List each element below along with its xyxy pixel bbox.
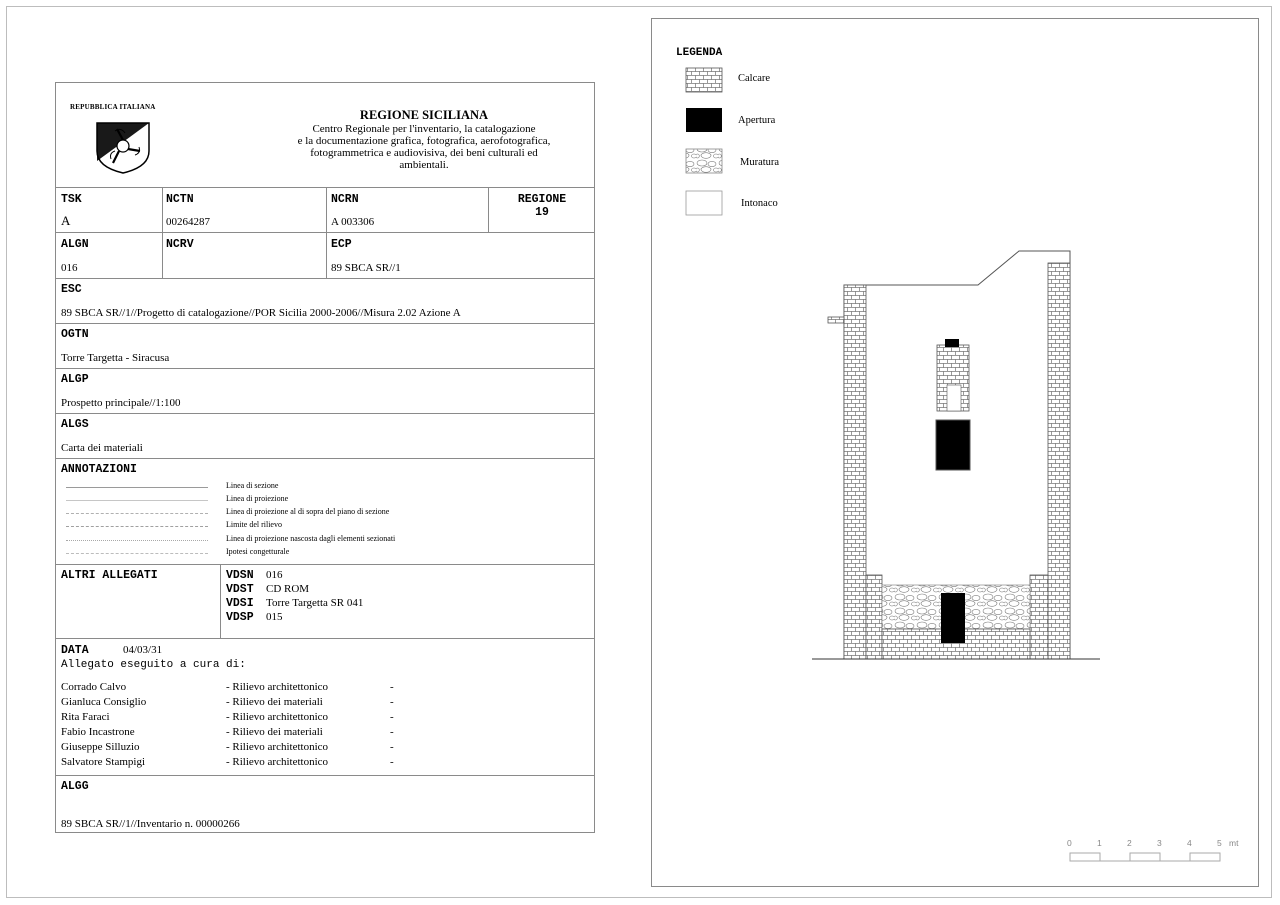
scale-tick-label: 4: [1187, 838, 1192, 848]
vdst-label: VDST: [226, 583, 254, 596]
divider: [56, 278, 594, 279]
scale-tick-label: 5: [1217, 838, 1222, 848]
algp-label: ALGP: [61, 373, 89, 386]
tsk-label: TSK: [61, 193, 82, 206]
regione-label: REGIONE: [517, 193, 567, 206]
algs-value: Carta dei materiali: [61, 442, 143, 454]
institution-line-2: e la documentazione grafica, fotografica, aerofotografica,: [297, 135, 551, 147]
author-role: - Rilievo dei materiali: [226, 696, 323, 708]
data-value: 04/03/31: [123, 644, 163, 656]
author-name: Gianluca Consiglio: [61, 696, 147, 708]
legend-calcare-swatch: [686, 68, 722, 92]
scale-tick-label: 0: [1067, 838, 1072, 848]
author-dash: -: [390, 696, 394, 708]
author-role: - Rilievo architettonico: [226, 756, 329, 768]
annotation-text: Limite del rilievo: [226, 520, 282, 529]
divider: [56, 187, 594, 188]
nctn-label: NCTN: [166, 193, 194, 206]
scale-tick-label: 3: [1157, 838, 1162, 848]
vdsi-label: VDSI: [226, 597, 254, 610]
conjectural-line-sample: [66, 553, 208, 554]
legend-apertura-swatch: [686, 108, 722, 132]
divider: [56, 413, 594, 414]
scale-tick-label: 2: [1127, 838, 1132, 848]
author-name: Rita Faraci: [61, 711, 110, 723]
institution-line-1: Centro Regionale per l'inventario, la catalogazione: [312, 123, 536, 135]
projection-above-line-sample: [66, 513, 208, 514]
section-line-sample: [66, 487, 208, 488]
author-role: - Rilievo dei materiali: [226, 726, 323, 738]
divider: [56, 232, 594, 233]
divider: [220, 564, 221, 638]
divider: [56, 323, 594, 324]
author-dash: -: [390, 741, 394, 753]
scale-tick-label: 1: [1097, 838, 1102, 848]
divider: [56, 638, 594, 639]
divider: [162, 187, 163, 278]
scale-unit: mt: [1229, 838, 1239, 848]
ecp-value: 89 SBCA SR//1: [331, 262, 401, 274]
ncrn-value: A 003306: [331, 216, 375, 228]
annotazioni-label: ANNOTAZIONI: [61, 463, 137, 476]
vdsn-label: VDSN: [226, 569, 254, 582]
author-name: Giuseppe Silluzio: [61, 741, 140, 753]
region-title: REGIONE SICILIANA: [359, 108, 489, 122]
institution-header: [286, 109, 562, 171]
vdsn-value: 016: [266, 569, 283, 581]
author-name: Corrado Calvo: [61, 681, 127, 693]
author-role: - Rilievo architettonico: [226, 711, 329, 723]
esc-label: ESC: [61, 283, 82, 296]
authors-subtitle: Allegato eseguito a cura di:: [61, 659, 246, 671]
institution-line-3: fotogrammetrica e audiovisiva, dei beni culturali ed ambientali.: [310, 147, 538, 171]
author-dash: -: [390, 711, 394, 723]
projection-line-sample: [66, 500, 208, 501]
annotation-text: Linea di proiezione: [226, 494, 289, 503]
ncrv-label: NCRV: [166, 238, 194, 251]
drawing-panel: [651, 18, 1259, 887]
author-name: Fabio Incastrone: [61, 726, 135, 738]
vdsi-value: Torre Targetta SR 041: [266, 597, 364, 609]
author-role: - Rilievo architettonico: [226, 681, 329, 693]
algs-label: ALGS: [61, 418, 89, 431]
annotation-text: Ipotesi congetturale: [226, 547, 290, 556]
hidden-projection-line-sample: [66, 540, 208, 541]
catalog-card: [55, 82, 595, 833]
ncrn-label: NCRN: [331, 193, 359, 206]
legend-muratura-swatch: [686, 149, 722, 173]
vdsp-label: VDSP: [226, 611, 254, 624]
annotation-text: Linea di proiezione nascosta dagli elementi sezionati: [226, 534, 396, 543]
legend-intonaco-swatch: [686, 191, 722, 215]
ogtn-label: OGTN: [61, 328, 89, 341]
scale-bar: [1070, 853, 1220, 861]
author-name: Salvatore Stampigi: [61, 756, 146, 768]
sicily-emblem-icon: [95, 121, 151, 180]
esc-value: 89 SBCA SR//1//Progetto di catalogazione//POR Sicilia 2000-2006//Misura 2.02 Azione A: [61, 307, 461, 319]
algg-label: ALGG: [61, 780, 89, 793]
legend-calcare-label: Calcare: [738, 73, 771, 84]
vdst-value: CD ROM: [266, 583, 310, 595]
data-label: DATA: [61, 644, 89, 657]
vdsp-value: 015: [266, 611, 283, 623]
tsk-value: A: [61, 213, 71, 228]
legend-muratura-label: Muratura: [740, 157, 780, 168]
divider: [56, 368, 594, 369]
legend-title: LEGENDA: [676, 47, 723, 59]
legend-intonaco-label: Intonaco: [741, 198, 778, 209]
ogtn-value: Torre Targetta - Siracusa: [61, 352, 170, 364]
divider: [56, 458, 594, 459]
legend-apertura-label: Apertura: [738, 115, 776, 126]
divider: [56, 775, 594, 776]
divider: [56, 564, 594, 565]
author-role: - Rilievo architettonico: [226, 741, 329, 753]
ecp-label: ECP: [331, 238, 352, 251]
survey-limit-line-sample: [66, 526, 208, 527]
author-dash: -: [390, 681, 394, 693]
author-dash: -: [390, 756, 394, 768]
divider: [326, 187, 327, 278]
algp-value: Prospetto principale//1:100: [61, 397, 181, 409]
annotation-text: Linea di proiezione al di sopra del piano di sezione: [226, 507, 390, 516]
regione-value: 19: [535, 206, 549, 219]
algn-value: 016: [61, 262, 78, 274]
altri-allegati-label: ALTRI ALLEGATI: [61, 569, 158, 582]
algn-label: ALGN: [61, 238, 89, 251]
algg-value: 89 SBCA SR//1//Inventario n. 00000266: [61, 818, 240, 830]
republic-label: REPUBBLICA ITALIANA: [70, 103, 156, 111]
tower-elevation: [812, 251, 1100, 659]
annotation-text: Linea di sezione: [226, 481, 279, 490]
author-dash: -: [390, 726, 394, 738]
nctn-value: 00264287: [166, 216, 210, 228]
